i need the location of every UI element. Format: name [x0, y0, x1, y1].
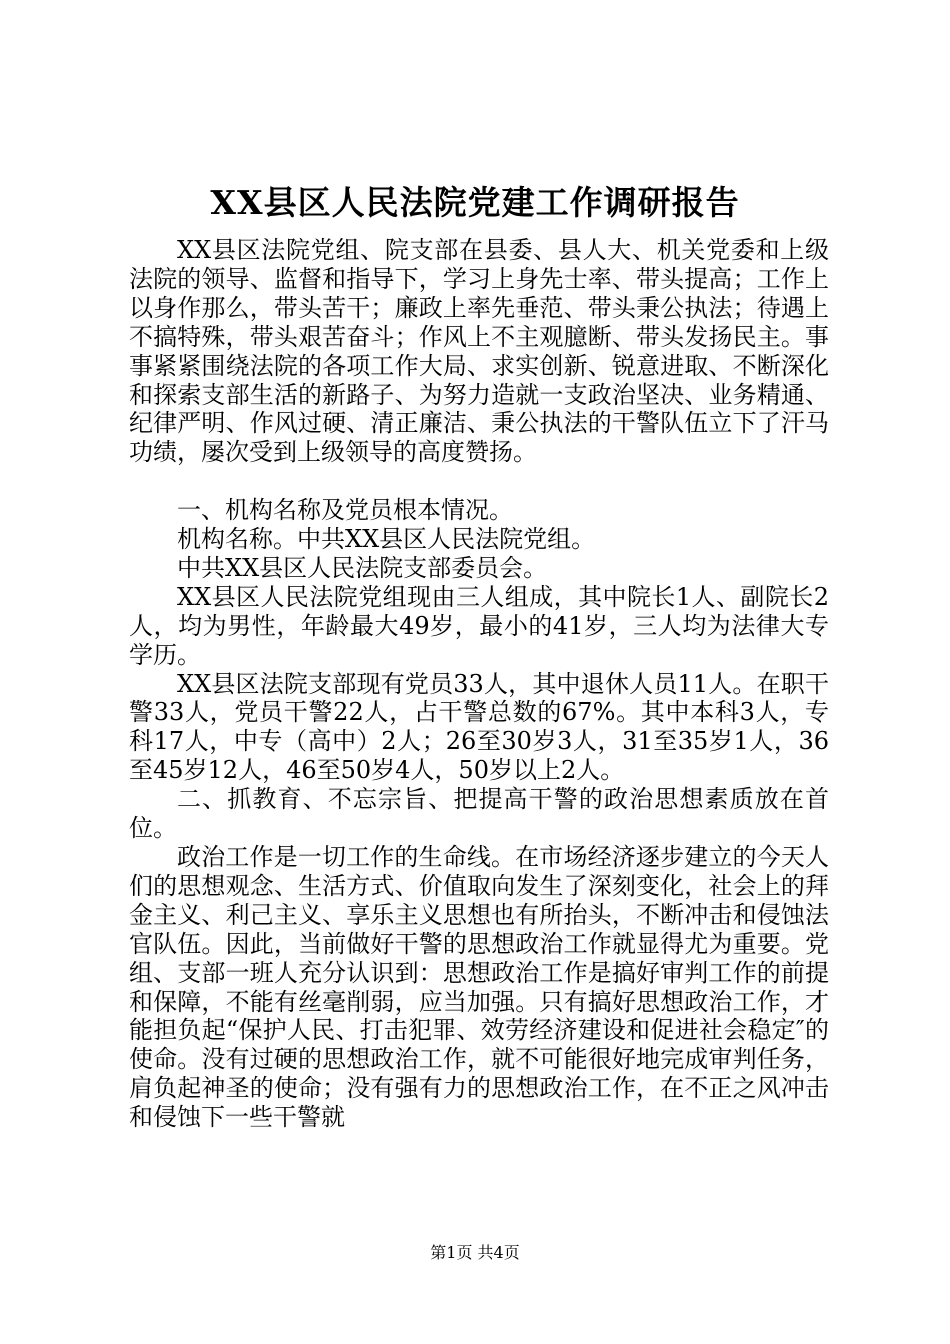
document-title: XX县区人民法院党建工作调研报告	[210, 183, 740, 222]
paragraph-branch-members: XX县区法院支部现有党员33人，其中退休人员11人。在职干警33人，党员干警22人，占干警总数的67%。其中本科3人，专科17人，中专（高中）2人；26至30岁3人，31至35岁1人，36至45岁12人，46至50岁4人，50岁以上2人。	[129, 669, 829, 785]
paragraph-section-2-heading: 二、抓教育、不忘宗旨、把提高干警的政治思想素质放在首位。	[129, 785, 829, 843]
paragraph-intro: XX县区法院党组、院支部在县委、县人大、机关党委和上级法院的领导、监督和指导下，学习上身先士率、带头提高；工作上以身作那么，带头苦干；廉政上率先垂范、带头秉公执法；待遇上不搞特殊，带头艰苦奋斗；作风上不主观臆断、带头发扬民主。事事紧紧围绕法院的各项工作大局、求实创新、锐意进取、不断深化和探索支部生活的新路子、为努力造就一支政治坚决、业务精通、纪律严明、作风过硬、清正廉洁、秉公执法的干警队伍立下了汗马功绩，屡次受到上级领导的高度赞扬。	[129, 236, 829, 467]
paragraph-org-name: 机构名称。中共XX县区人民法院党组。	[177, 525, 596, 554]
document-body	[129, 236, 829, 1132]
paragraph-branch-name: 中共XX县区人民法院支部委员会。	[177, 553, 548, 582]
page-footer: 第1页 共4页	[430, 1243, 520, 1262]
paragraph-section-1-heading: 一、机构名称及党员根本情况。	[177, 496, 513, 525]
paragraph-party-group: XX县区人民法院党组现由三人组成，其中院长1人、副院长2人，均为男性，年龄最大49岁，最小的41岁，三人均为法律大专学历。	[129, 582, 829, 669]
paragraph-political-work: 政治工作是一切工作的生命线。在市场经济逐步建立的今天人们的思想观念、生活方式、价值取向发生了深刻变化，社会上的拜金主义、利己主义、享乐主义思想也有所抬头，不断冲击和侵蚀法官队伍。因此，当前做好干警的思想政治工作就显得尤为重要。党组、支部一班人充分认识到：思想政治工作是搞好审判工作的前提和保障，不能有丝毫削弱，应当加强。只有搞好思想政治工作，才能担负起“保护人民、打击犯罪、效劳经济建设和促进社会稳定″的使命。没有过硬的思想政治工作，就不可能很好地完成审判任务，肩负起神圣的使命；没有强有力的思想政治工作，在不正之风冲击和侵蚀下一些干警就	[129, 843, 829, 1132]
